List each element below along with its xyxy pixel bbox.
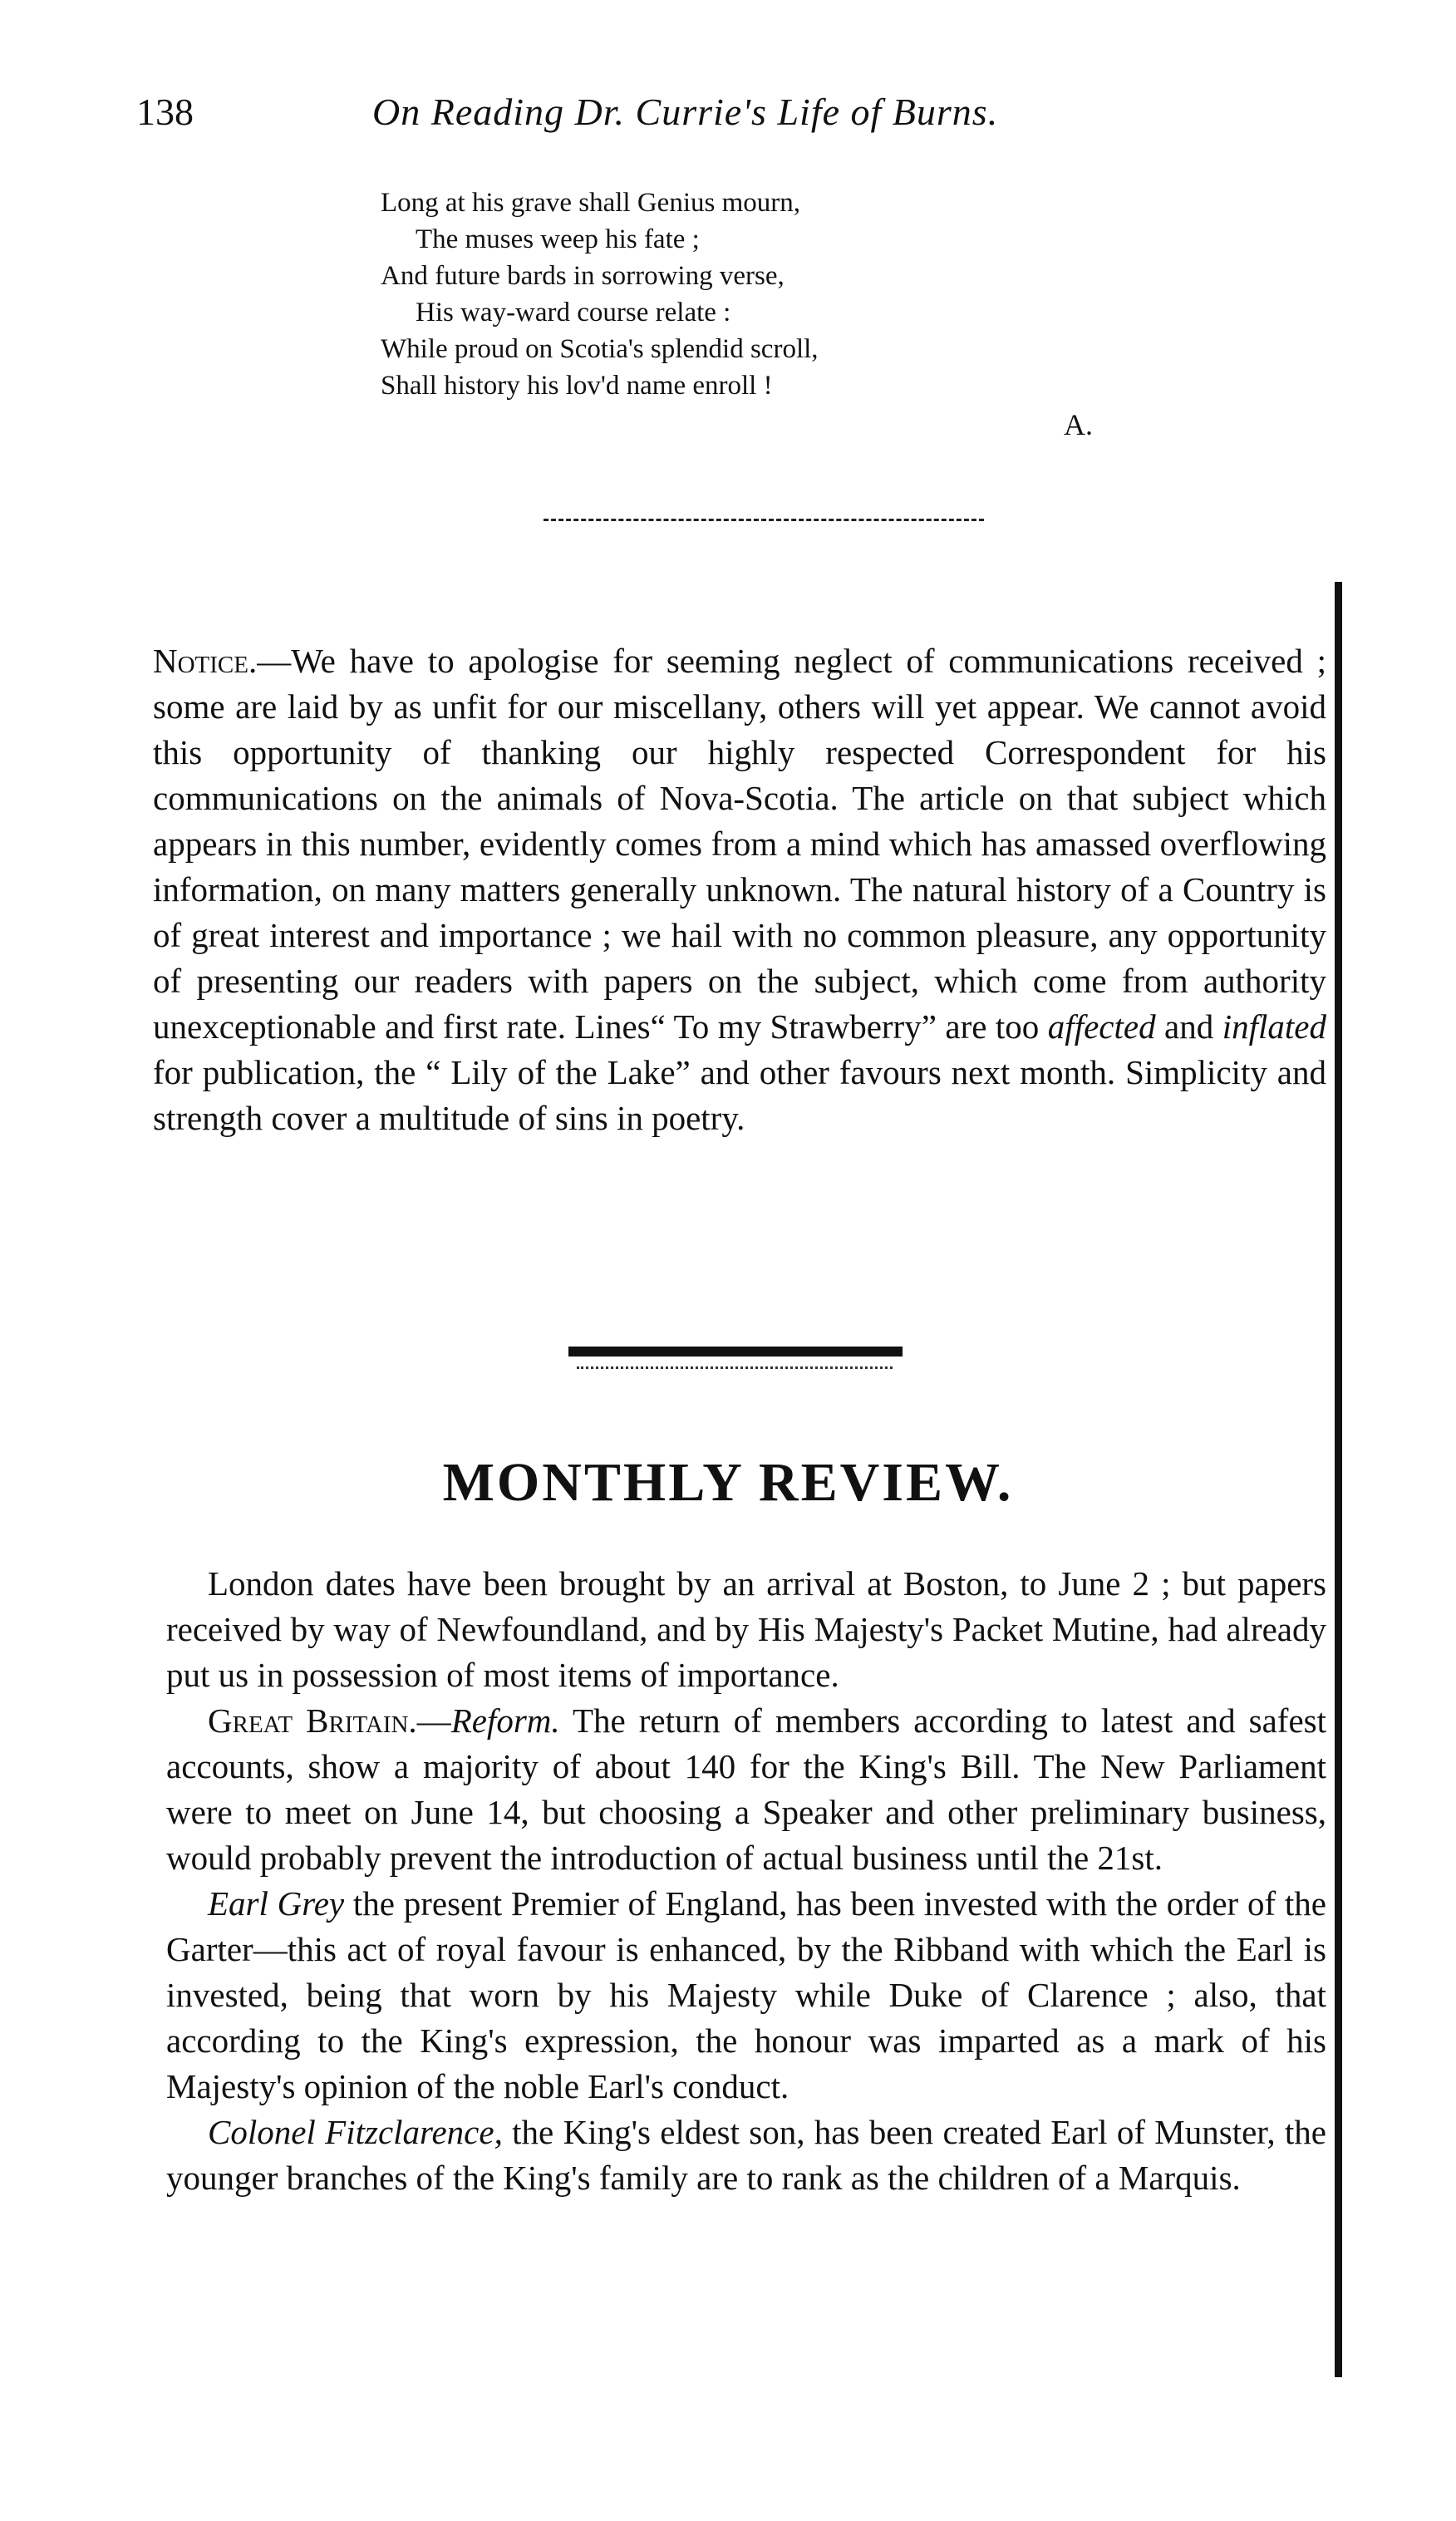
review-text: the present Premier of England, has been invested with the order of the Garter—this act of royal favour is enhanced, by the Ribband with which the Earl is invested, being that worn by his Majesty while Duke of Clarence ; also, that according to the King's expression, the honour was imparted as a mark of his Majesty's opinion of the noble Earl's conduct. bbox=[166, 1884, 1326, 2105]
poem-line: And future bards in sorrowing verse, bbox=[381, 261, 785, 291]
review-body bbox=[166, 1561, 1326, 2201]
person-name: Earl Grey bbox=[208, 1884, 345, 1923]
review-text: The return of members according to latest and safest accounts, show a majority of about 140 for the King's Bill. The New Parliament were to meet on June 14, but choosing a Speaker and other preliminary business, would probably prevent the introduction of actual business until the 21st. bbox=[166, 1701, 1326, 1877]
ornamental-divider bbox=[568, 1347, 903, 1378]
notice-italic-affected: affected bbox=[1047, 1007, 1156, 1046]
review-text: the King's eldest son, has been created Earl of Munster, the younger branches of the King's family are to rank as the children of a Marquis. bbox=[166, 2113, 1326, 2197]
notice-text: for publication, the “ Lily of the Lake” and other favours next month. Simplicity and strength cover a multitude of sins in poetry. bbox=[153, 1053, 1326, 1137]
notice-text: and bbox=[1155, 1007, 1222, 1046]
ornament-dots bbox=[577, 1366, 893, 1369]
review-paragraph: London dates have been brought by an arrival at Boston, to June 2 ; but papers received by way of Newfoundland, and by His Majesty's Packet Mutine, had already put us in possession of most items of importance. bbox=[166, 1564, 1326, 1694]
review-paragraph bbox=[166, 1698, 1326, 1881]
review-paragraph bbox=[166, 1881, 1326, 2110]
running-title: On Reading Dr. Currie's Life of Burns. bbox=[372, 91, 999, 133]
ornament-bar bbox=[568, 1347, 903, 1357]
notice-label: Notice. bbox=[153, 642, 258, 680]
page-header bbox=[0, 90, 1456, 148]
poem-stanza bbox=[381, 185, 1129, 404]
page-number: 138 bbox=[136, 91, 194, 133]
poem-line: Long at his grave shall Genius mourn, bbox=[381, 188, 800, 218]
poem-signature: A. bbox=[1064, 408, 1093, 441]
poem-line: While proud on Scotia's splendid scroll, bbox=[381, 334, 819, 364]
poem-line: The muses weep his fate ; bbox=[416, 224, 700, 254]
country-heading: Great Britain. bbox=[208, 1701, 417, 1740]
dash: — bbox=[416, 1701, 451, 1740]
notice-text: —We have to apologise for seeming neglect of communications received ; some are laid by as unfit for our miscellany, others will yet appear. We cannot avoid this opportunity of thanking our highly respected Correspondent for his communications on the animals of Nova-Scotia. The article on that subject which appears in this number, evidently comes from a mind which has amassed overflowing information, on many matters generally unknown. The natural history of a Country is of great interest and importance ; we hail with no common pleasure, any opportunity of presenting our readers with papers on the subject, which come from authority unexceptionable and first rate. Lines“ To my Strawberry” are too bbox=[153, 642, 1326, 1046]
topic-heading: Reform. bbox=[450, 1701, 560, 1740]
poem-line: Shall history his lov'd name enroll ! bbox=[381, 371, 773, 401]
notice-italic-inflated: inflated bbox=[1222, 1007, 1326, 1046]
section-divider bbox=[544, 519, 984, 521]
notice-paragraph bbox=[153, 638, 1326, 1141]
review-paragraph bbox=[166, 2110, 1326, 2201]
poem-line: His way-ward course relate : bbox=[416, 298, 731, 327]
section-title: MONTHLY REVIEW. bbox=[442, 1452, 1014, 1513]
person-name: Colonel Fitzclarence, bbox=[208, 2113, 503, 2151]
